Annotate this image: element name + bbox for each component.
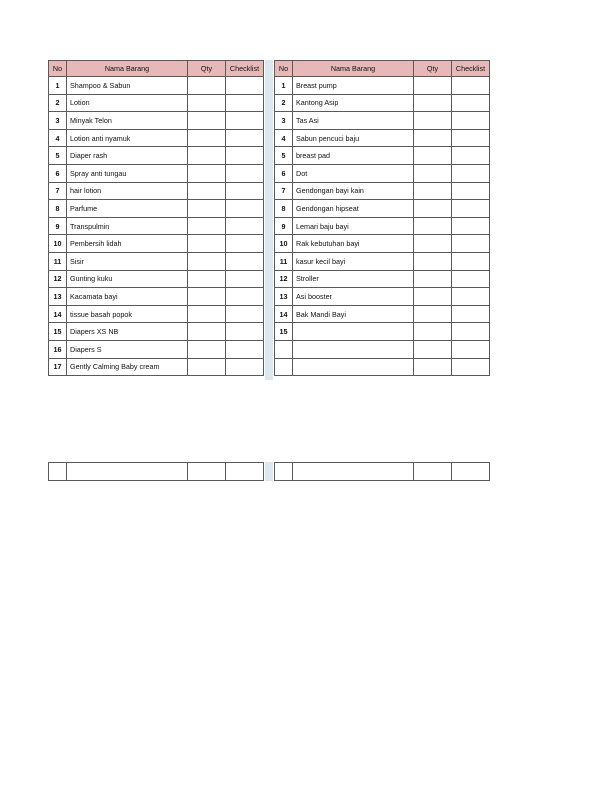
empty-row-right [274,462,490,481]
header-name: Nama Barang [293,61,414,77]
qty-cell[interactable] [414,358,452,376]
table-row [275,200,490,218]
table-row [275,288,490,306]
qty-cell[interactable] [414,323,452,341]
item-name: Minyak Telon [67,112,188,130]
empty-cell[interactable] [275,463,293,481]
row-number: 17 [49,358,67,376]
table-row [49,270,264,288]
checklist-cell[interactable] [452,323,490,341]
table-row [275,77,490,95]
header-row [49,61,264,77]
table-row [275,129,490,147]
qty-cell[interactable] [188,235,226,253]
qty-cell[interactable] [414,270,452,288]
header-qty: Qty [188,61,226,77]
item-name: Lotion [67,94,188,112]
checklist-cell[interactable] [226,182,264,200]
qty-cell[interactable] [414,305,452,323]
table-row [49,129,264,147]
checklist-cell[interactable] [226,129,264,147]
header-checklist: Checklist [452,61,490,77]
checklist-cell[interactable] [226,147,264,165]
header-checklist: Checklist [226,61,264,77]
row-number: 1 [49,77,67,95]
item-name: Sabun pencuci baju [293,129,414,147]
checklist-cell[interactable] [452,112,490,130]
qty-cell[interactable] [414,217,452,235]
checklist-cell[interactable] [452,252,490,270]
checklist-cell[interactable] [226,164,264,182]
table-row [275,358,490,376]
item-name: Asi booster [293,288,414,306]
row-number: 2 [275,94,293,112]
qty-cell[interactable] [188,305,226,323]
row-number: 10 [49,235,67,253]
row-number: 15 [275,323,293,341]
item-name: Diapers XS NB [67,323,188,341]
row-number: 5 [275,147,293,165]
checklist-cell[interactable] [226,200,264,218]
qty-cell[interactable] [414,164,452,182]
row-number: 8 [275,200,293,218]
qty-cell[interactable] [414,147,452,165]
row-number: 13 [275,288,293,306]
table-row [49,94,264,112]
checklist-cell[interactable] [226,270,264,288]
item-name: Bak Mandi Bayi [293,305,414,323]
row-number: 7 [275,182,293,200]
checklist-cell[interactable] [452,270,490,288]
item-name: Diaper rash [67,147,188,165]
qty-cell[interactable] [188,323,226,341]
item-name: Parfume [67,200,188,218]
empty-cell[interactable] [293,463,414,481]
qty-cell[interactable] [188,252,226,270]
table-row [49,358,264,376]
item-name: Tas Asi [293,112,414,130]
row-number: 2 [49,94,67,112]
table-row [49,182,264,200]
checklist-cell[interactable] [452,340,490,358]
checklist-cell[interactable] [452,235,490,253]
table-row [49,340,264,358]
checklist-cell[interactable] [226,358,264,376]
item-name: Sisir [67,252,188,270]
row-number: 9 [275,217,293,235]
item-name: Dot [293,164,414,182]
row-number: 16 [49,340,67,358]
checklist-cell[interactable] [226,288,264,306]
empty-cell[interactable] [188,463,226,481]
item-name: Transpulmin [67,217,188,235]
table-row [49,323,264,341]
table-row [49,200,264,218]
empty-cell[interactable] [67,463,188,481]
row-number: 10 [275,235,293,253]
checklist-cell[interactable] [226,112,264,130]
table-row [275,147,490,165]
empty-row-left [48,462,264,481]
qty-cell[interactable] [414,129,452,147]
row-number: 11 [275,252,293,270]
item-name: Gendongan bayi kain [293,182,414,200]
qty-cell[interactable] [188,94,226,112]
qty-cell[interactable] [188,200,226,218]
item-name: Pembersih lidah [67,235,188,253]
qty-cell[interactable] [188,288,226,306]
empty-cell[interactable] [226,463,264,481]
row-number: 6 [275,164,293,182]
item-name: Shampoo & Sabun [67,77,188,95]
table-row [275,182,490,200]
row-number: 9 [49,217,67,235]
checklist-cell[interactable] [226,235,264,253]
table-row [275,252,490,270]
checklist-cell[interactable] [452,288,490,306]
header-qty: Qty [414,61,452,77]
checklist-cell[interactable] [452,182,490,200]
right-checklist-table [274,60,490,376]
table-row [49,252,264,270]
checklist-cell[interactable] [226,323,264,341]
checklist-cell[interactable] [452,217,490,235]
item-name: Gunting kuku [67,270,188,288]
qty-cell[interactable] [414,112,452,130]
header-no: No [49,61,67,77]
qty-cell[interactable] [414,200,452,218]
empty-cell[interactable] [452,463,490,481]
item-name [293,358,414,376]
item-name: Stroller [293,270,414,288]
checklist-cell[interactable] [452,147,490,165]
qty-cell[interactable] [188,217,226,235]
checklist-cell[interactable] [452,305,490,323]
row-number: 12 [275,270,293,288]
checklist-cell[interactable] [452,94,490,112]
row-number [275,340,293,358]
row-number: 5 [49,147,67,165]
table-row [275,217,490,235]
table-row [49,164,264,182]
column-divider [265,60,273,380]
item-name: Rak kebutuhan bayi [293,235,414,253]
qty-cell[interactable] [414,94,452,112]
checklist-cell[interactable] [226,340,264,358]
table-row [275,94,490,112]
row-number: 13 [49,288,67,306]
item-name: Lotion anti nyamuk [67,129,188,147]
table-row [275,112,490,130]
column-divider [265,462,273,481]
item-name [293,340,414,358]
checklist-cell[interactable] [226,94,264,112]
checklist-cell[interactable] [452,200,490,218]
table-row [275,270,490,288]
item-name: Gently Calming Baby cream [67,358,188,376]
row-number: 11 [49,252,67,270]
qty-cell[interactable] [414,252,452,270]
qty-cell[interactable] [188,77,226,95]
table-row [49,112,264,130]
row-number: 3 [275,112,293,130]
item-name: Diapers S [67,340,188,358]
checklist-cell[interactable] [452,358,490,376]
row-number: 4 [49,129,67,147]
row-number: 12 [49,270,67,288]
row-number: 8 [49,200,67,218]
checklist-cell[interactable] [226,305,264,323]
qty-cell[interactable] [414,235,452,253]
row-number [275,358,293,376]
empty-cell[interactable] [414,463,452,481]
checklist-cell[interactable] [226,252,264,270]
qty-cell[interactable] [188,270,226,288]
checklist-cell[interactable] [452,77,490,95]
table-row [49,217,264,235]
item-name: Breast pump [293,77,414,95]
checklist-cell[interactable] [226,217,264,235]
qty-cell[interactable] [188,340,226,358]
header-row [275,61,490,77]
qty-cell[interactable] [414,340,452,358]
checklist-cell[interactable] [226,77,264,95]
qty-cell[interactable] [414,182,452,200]
table-row [275,305,490,323]
table-row [275,323,490,341]
item-name [293,323,414,341]
table-row [49,235,264,253]
item-name: tissue basah popok [67,305,188,323]
qty-cell[interactable] [414,288,452,306]
item-name: breast pad [293,147,414,165]
table-row [275,164,490,182]
left-checklist-table [48,60,264,376]
row-number: 4 [275,129,293,147]
item-name: Lemari baju bayi [293,217,414,235]
item-name: Gendongan hipseat [293,200,414,218]
checklist-cell[interactable] [452,164,490,182]
header-no: No [275,61,293,77]
qty-cell[interactable] [188,147,226,165]
table-row [49,77,264,95]
table-row [275,235,490,253]
table-row [275,340,490,358]
qty-cell[interactable] [188,112,226,130]
header-name: Nama Barang [67,61,188,77]
item-name: kasur kecil bayi [293,252,414,270]
qty-cell[interactable] [414,77,452,95]
checklist-cell[interactable] [452,129,490,147]
table-row [49,305,264,323]
qty-cell[interactable] [188,358,226,376]
row-number: 6 [49,164,67,182]
row-number: 3 [49,112,67,130]
row-number: 7 [49,182,67,200]
row-number: 14 [49,305,67,323]
empty-cell[interactable] [49,463,67,481]
table-row [49,147,264,165]
item-name: Kacamata bayi [67,288,188,306]
qty-cell[interactable] [188,129,226,147]
row-number: 15 [49,323,67,341]
item-name: hair lotion [67,182,188,200]
qty-cell[interactable] [188,182,226,200]
row-number: 14 [275,305,293,323]
qty-cell[interactable] [188,164,226,182]
table-row [49,288,264,306]
item-name: Kantong Asip [293,94,414,112]
row-number: 1 [275,77,293,95]
item-name: Spray anti tungau [67,164,188,182]
